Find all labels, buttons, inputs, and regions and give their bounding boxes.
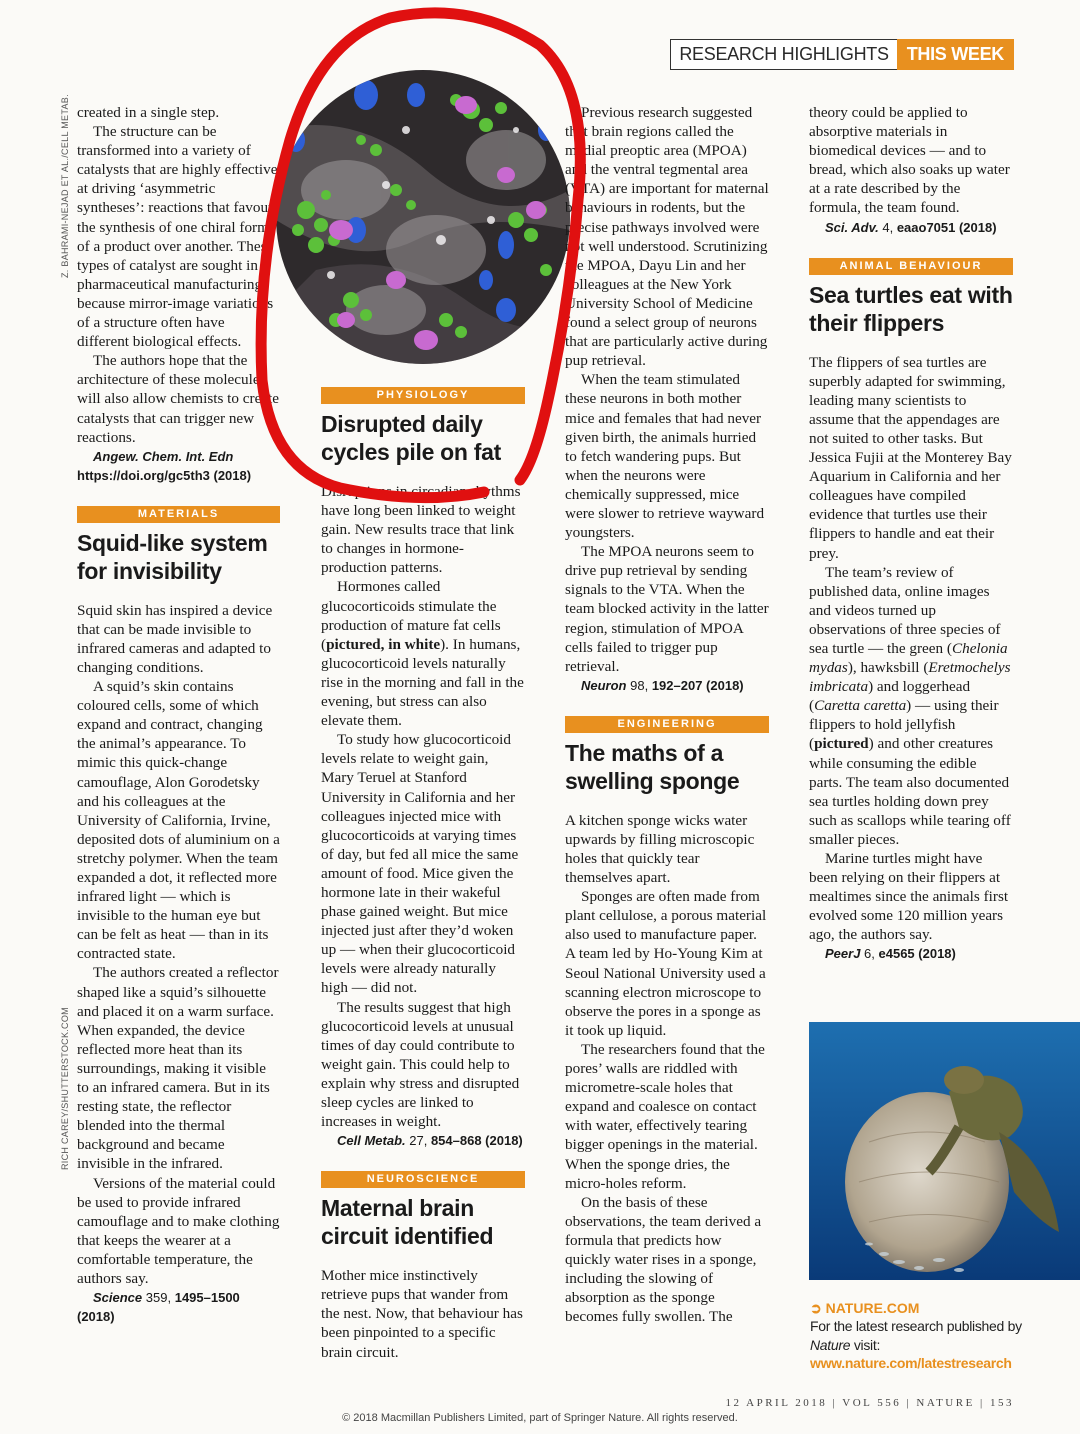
ref-pages: e4565 (2018) [878,946,956,962]
turtle-photo [809,1022,1080,1280]
text-span: ). In humans, glucocorticoid levels naturally rise in the morning and fall in the evening, but stress can also elevate them. [321,635,524,730]
text-span: ) and other creatures while consuming the edible parts. The team also documented sea turtles holding down prey such as scallops while tearing off smaller pieces. [809,735,1011,848]
paragraph: Sponges are often made from plant cellulose, a porous material also used to manufacture paper. A team led by Ho-Young Kim at Seoul National University used a scanning electron microscope to observe the pores in a sponge as it took up liquid. [565,888,767,1039]
nature-com-label [810,1300,1030,1317]
ref-journal: Cell Metab. [337,1133,406,1149]
paragraph: To study how glucocorticoid levels relate to weight gain, Mary Teruel at Stanford University in California and her colleagues injected mice with glucocorticoids at varying times of day, but fed all mice the same amount of food. Mice given the hormone late in their wakeful phase gained weight. But mice injected just after they’d woken up — when their glucocorticoid levels were already naturally high — did not. [321,731,519,997]
column-2 [321,387,525,1362]
headline-physiology: Disrupted daily cycles pile on fat [321,411,501,465]
paragraph: The results suggest that high glucocorticoid levels at unusual times of day could contribute to weight gain. This could help to explain why stress and disrupted sleep cycles are linked to increases in weight. [321,998,520,1131]
paragraph: The flippers of sea turtles are superbly adapted for swimming, leading many scientists to assume that the appendages are not suited to other tasks. But Jessica Fujii at the Monterey Bay Aquarium in California and her colleagues have compiled evidence that turtles use their flippers to handle and eat their prey. [809,353,1012,562]
paragraph: created in a single step. [77,104,220,121]
ref-pages: eaao7051 (2018) [896,219,997,235]
section-tag: THIS WEEK [897,39,1014,70]
text-span: The team’s review of published data, online images and videos turned up observations of three species of sea turtle — the green ( [809,563,1001,657]
paragraph: The authors created a reflector shaped like a squid’s silhouette and placed it on a warm surface. When expanded, the device reflected more heat than its surroundings, making it visible to an infrared camera. But in its resting state, the reflector blended into the thermal background and became invisible in the infrared. [77,964,279,1173]
paragraph: Disruptions in circadian rhythms have long been linked to weight gain. New results trace that link to changes in hormone-production patterns. [321,483,521,577]
reference [77,1288,280,1326]
copyright-notice: © 2018 Macmillan Publishers Limited, part of Springer Nature. All rights reserved. [342,1412,738,1424]
reference [565,676,769,695]
ref-journal: Angew. Chem. Int. Edn [93,448,234,464]
arrow-icon: ➲ [810,1300,822,1316]
sea-turtle-picture [809,1022,1080,1280]
text-span: ), hawksbill ( [847,659,929,677]
headline-neuroscience: Maternal brain circuit identified [321,1195,494,1250]
ref-pages: 1495–1500 (2018) [77,1290,240,1325]
paragraph: theory could be applied to absorptive materials in biomedical devices — and to bread, which also soaks up water at a rate described by the formula, the team found. [809,104,1010,217]
paragraph: The authors hope that the architecture of these molecules will also allow chemists to create catalysts that can trigger new reactions. [77,352,280,446]
section-tag-animal-behaviour: ANIMAL BEHAVIOUR [809,258,1013,275]
nature-com-text: NATURE.COM [825,1300,920,1316]
pictured-label: pictured [814,735,869,753]
reference [321,1131,525,1150]
fat-cells-picture [276,70,570,364]
column-1 [77,103,280,1326]
ref-volume: 359, [145,1290,172,1306]
species-name: Caretta caretta [814,697,907,715]
reference [77,447,280,485]
text-span: For the latest research published by [810,1318,1022,1334]
nature-com-promo [810,1300,1030,1371]
ref-volume: 27, [409,1133,428,1149]
paragraph [809,563,1013,849]
page-footer: 12 APRIL 2018 | VOL 556 | NATURE | 153 [725,1397,1014,1409]
ref-pages: 192–207 (2018) [651,677,744,693]
column-3 [565,103,769,1326]
column-4 [809,103,1013,963]
microscopy-image [276,70,570,364]
paragraph [321,577,525,730]
section-tag-materials: MATERIALS [77,506,280,523]
section-header [670,39,1014,70]
ref-volume: 6, [864,946,875,962]
text-span: ) — using their flippers to hold jellyfish ( [809,697,999,753]
ref-volume: 4, [882,219,894,235]
headline-engineering: The maths of a swelling sponge [565,739,740,794]
section-tag-engineering: ENGINEERING [565,716,769,733]
ref-journal: Neuron [581,677,627,693]
section-tag-physiology: PHYSIOLOGY [321,387,525,404]
paragraph: Mother mice instinctively retrieve pups that wander from the nest. Now, that behaviour has been pinpointed to a specific brain circuit. [321,1267,523,1361]
paragraph: The researchers found that the pores’ walls are riddled with micrometre-scale holes that expand and coalesce on contact with water, effectively tearing bigger openings in the material. When the sponge dries, the micro-holes reform. [565,1040,765,1192]
headline-animal-behaviour: Sea turtles eat with their flippers [809,281,1013,336]
pictured-label: pictured, in white [326,635,441,653]
headline-materials: Squid-like system for invisibility [77,529,268,584]
text-span: visit: [853,1337,881,1353]
reference [809,944,1013,963]
paragraph: A kitchen sponge wicks water upwards by filling microscopic holes that quickly tear themselves apart. [565,811,755,887]
paragraph: When the team stimulated these neurons in both mother mice and females that had never given birth, the animals hurried to fetch wandering pups. But when the neurons were chemically suppressed, mice were slower to retrieve wayward youngsters. [565,371,765,542]
ref-journal: Sci. Adv. [825,219,879,235]
section-label: RESEARCH HIGHLIGHTS [670,39,896,70]
paragraph: The structure can be transformed into a variety of catalysts that are highly effective at driving ‘asymmetric syntheses’: reactions that favour the synthesis of one chiral form of a product over another. These types of catalyst are sought in pharmaceutical manufacturing, because mirror-image variations of a structure often have different biological effects. [77,123,278,351]
section-tag-neuroscience: NEUROSCIENCE [321,1171,525,1188]
reference [809,218,1013,237]
ref-doi: https://doi.org/gc5th3 (2018) [77,467,252,483]
promo-text [810,1317,1030,1355]
ref-pages: 854–868 (2018) [430,1133,523,1149]
photo-credit-top: Z. BAHRAMI-NEJAD ET AL./CELL METAB. [60,94,70,278]
paragraph: A squid’s skin contains coloured cells, some of which expand and contract, changing the animal’s appearance. To mimic this quick-change camouflage, Alon Gorodetsky and his colleagues at the University of California, Irvine, deposited dots of aluminium on a stretchy polymer. When the team expanded a dot, it reflected more infrared light — which is invisible to the human eye but can be felt as heat — than in its contracted state. [77,678,280,963]
text-span: Hormones called glucocorticoids stimulate the production of mature fat cells ( [321,578,501,653]
ref-journal: PeerJ [825,946,861,962]
paragraph: Marine turtles might have been relying on their flippers at mealtimes since the animals first evolved some 120 million years ago, the authors say. [809,850,1009,944]
photo-credit-bottom: RICH CAREY/SHUTTERSTOCK.COM [60,1007,70,1170]
paragraph: Previous research suggested that brain regions called the medial preoptic area (MPOA) and the ventral tegmental area (VTA) are important for maternal behaviours in rodents, but the precise pathways involved were not well understood. Scrutinizing the MPOA, Dayu Lin and her colleagues at the New York University School of Medicine found a select group of neurons that are particularly active during pup retrieval. [565,104,769,370]
paragraph: The MPOA neurons seem to drive pup retrieval by sending signals to the VTA. When the team blocked activity in the latter region, stimulation of MPOA cells failed to trigger pup retrieval. [565,543,769,675]
paragraph: Versions of the material could be used to provide infrared camouflage and to make clothing that keeps the wearer at a comfortable temperature, the authors say. [77,1174,280,1287]
journal-name: Nature [810,1337,851,1353]
text-span: ) and loggerhead ( [809,678,971,715]
species-name: Eretmochelys imbricata [809,659,1011,696]
latest-research-link[interactable]: www.nature.com/latestresearch [810,1355,1012,1371]
ref-volume: 98, [630,677,649,693]
species-name: Chelonia mydas [809,639,1008,677]
paragraph: Squid skin has inspired a device that can be made invisible to infrared cameras and adapted to changing conditions. [77,601,273,676]
ref-journal: Science [93,1290,143,1306]
paragraph: On the basis of these observations, the team derived a formula that predicts how quickly water rises in a sponge, including the slowing of absorption as the sponge becomes fully swollen. The [565,1193,762,1326]
